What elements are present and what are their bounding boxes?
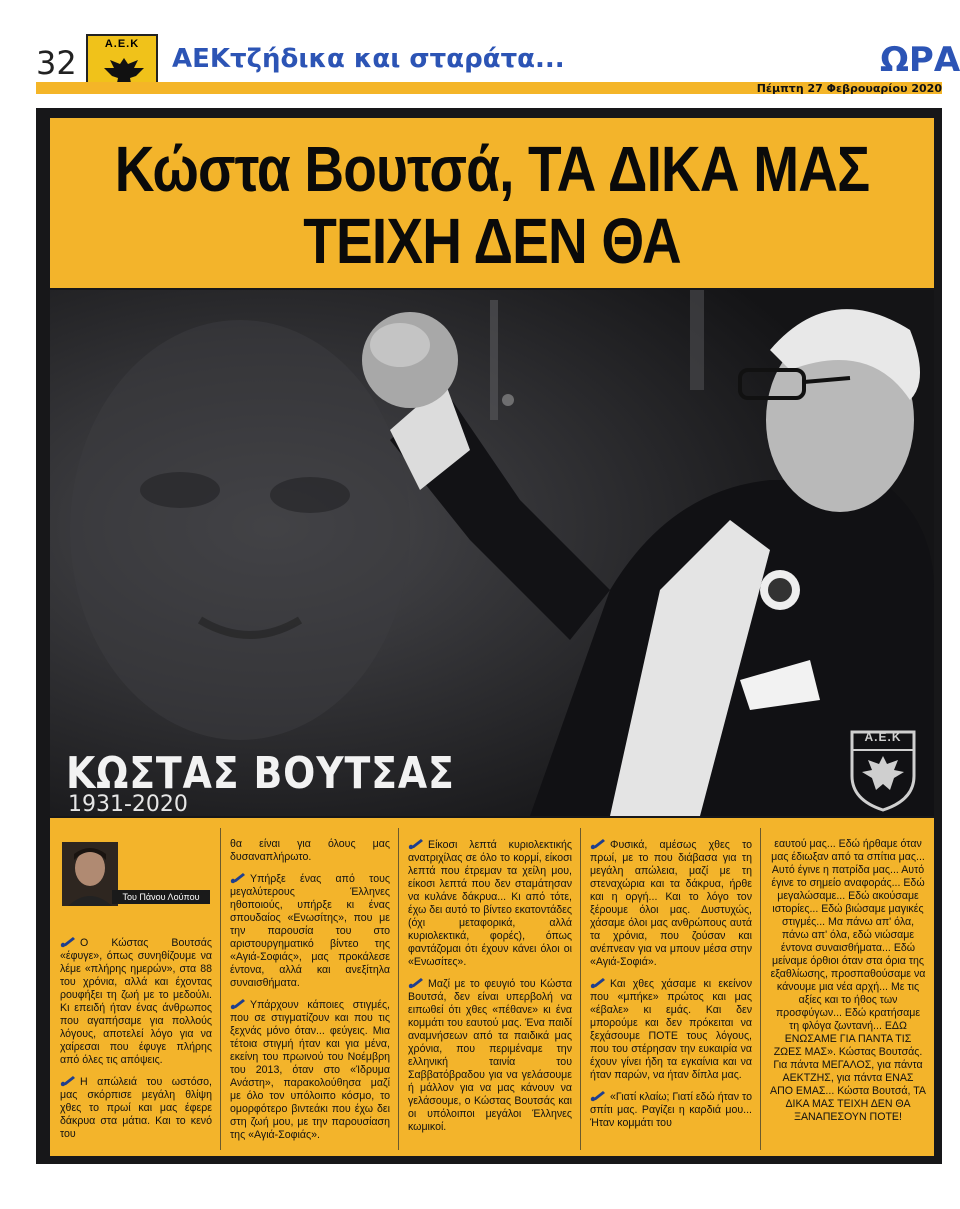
column-separator [760, 828, 761, 1150]
pen-icon [60, 1075, 76, 1087]
portrait-illustration [50, 290, 934, 816]
pen-icon [590, 1090, 606, 1102]
pen-icon [230, 872, 246, 884]
article-paragraph: Μαζί με το φευγιό του Κώστα Βουτσά, δεν είναι υπερβολή να ειπωθεί ότι χθες «πέθανε» κι ένα κομμάτι του εαυτού μας. Ένα παιδί αναμνήσεων από τα παιδικά μας χρόνια, που περιμέναμε την ελληνική ταινία του Σαββατόβραδου για να γελάσουμε ή μάλλον για να μας κάνουν να γελάσουμε, ο Κώστας Βουτσάς και οι υπόλοιποι μεγάλοι Έλληνες κωμικοί. [408, 978, 572, 1133]
article-paragraph: Είκοσι λεπτά κυριολεκτικής ανατριχίλας σε όλο το κορμί, είκοσι λεπτά που έτρεμαν τα χείλη μου, είκοσι λεπτά που δεν σταμάτησαν να κυλάνε δάκρυα... Κι από τότε, έχω δει αυτό το βίντεο εκατοντάδες (όχι μεταφορικά, αλλά κυριολεκτικά, φορές), όπως φαντάζομαι ότι έχουν κάνει όλοι οι «Ενωσίτες». [408, 839, 572, 968]
article-column-1 [60, 936, 212, 1149]
page-header [0, 0, 960, 100]
issue-date: Πέμπτη 27 Φεβρουαρίου 2020 [756, 82, 942, 95]
article-column-5 [770, 838, 926, 1132]
article-paragraph: Ο Κώστας Βουτσάς «έφυγε», όπως συνηθίζουμε να λέμε «πλήρης ημερών», στα 88 του χρόνια, αλλά και έχοντας ρουφήξει τη ζωή με το μεδούλι. Κι επειδή ήταν ένας άνθρωπος που αγαπήσαμε για πολλούς λόγους, αποτελεί λόγο για να χαίρεσαι που έφυγε πλήρης από όλες τις απόψεις. [60, 937, 212, 1066]
article-paragraph: θα είναι για όλους μας δυσαναπλήρωτο. [230, 838, 390, 863]
pen-icon [408, 838, 424, 850]
newspaper-brand: ΩΡΑ [880, 40, 960, 80]
section-title: ΑΕΚτζήδικα και σταράτα... [172, 44, 565, 74]
author-photo [62, 842, 118, 906]
article-paragraph: Και χθες χάσαμε κι εκείνον που «μπήκε» πρώτος και μας «έβαλε» κι εμάς. Και δεν μπορούμε και δεν πρόκειται να ξεχάσουμε ΠΟΤΕ τους λόγους, που του στέρησαν την ευκαιρία να έχουν γίνει ήδη τα εγκαίνια και να ήταν παρών, να ήταν δίπλα μας. [590, 978, 752, 1081]
article-column-3 [408, 838, 572, 1142]
article-paragraph: «Γιατί κλαίω; Γιατί εδώ ήταν το σπίτι μας. Ραγίζει η καρδιά μου... Ήταν κομμάτι του [590, 1091, 752, 1129]
pen-icon [230, 998, 246, 1010]
pen-icon [60, 936, 76, 948]
article-paragraph: εαυτού μας... Εδώ ήρθαμε όταν μας έδιωξαν από τα σπίτια μας... Αυτό έγινε η πατρίδα μας... Αυτό έγινε το σημείο αναφοράς... Εδώ μεγαλώσαμε... Εδώ ακούσαμε ιστορίες... Εδώ βιώσαμε μαγικές στιγμές... Μα πάνω απ' όλα, πάνω απ' όλα, εδώ νιώσαμε έντονα συναισθήματα... Εδώ μείναμε όρθιοι όταν στα όρια της εξαθλίωσης, προσπαθούσαμε να κάνουμε μια νέα αρχή... Με τις αξίες και το ήθος των προσφύγων... Εδώ κρατήσαμε τη φλόγα ζωντανή... ΕΔΩ ΕΝΩΣΑΜΕ ΓΙΑ ΠΑΝΤΑ ΤΙΣ ΖΩΕΣ ΜΑΣ». Κώστας Βουτσάς. Για πάντα ΜΕΓΑΛΟΣ, για πάντα ΑΕΚΤΖΗΣ, για πάντα ΕΝΑΣ ΑΠΟ ΕΜΑΣ... Κώστα Βουτσά, ΤΑ ΔΙΚΑ ΜΑΣ ΤΕΙΧΗ ΔΕΝ ΘΑ ΞΑΝΑΠΕΣΟΥΝ ΠΟΤΕ! [770, 838, 926, 1123]
byline: Του Πάνου Λούπου [112, 890, 210, 904]
article-paragraph: Φυσικά, αμέσως χθες το πρωί, με το που διάβασα για τη μεγάλη απώλεια, μαζί με τη στεναχώρια και τα δάκρυα, ήρθε και η οργή... Και το λόγο τον ξέρουμε όλοι μας. Δυστυχώς, χάσαμε όλοι μας ανθρώπους αυτά τα χρόνια, που ζούσαν και ανέπνεαν για να μπουν μέσα στην «Αγιά-Σοφιά». [590, 839, 752, 968]
column-separator [220, 828, 221, 1150]
subject-years: 1931-2020 [68, 792, 188, 817]
headline-line-1: Κώστα Βουτσά, ΤΑ ΔΙΚΑ ΜΑΣ [114, 133, 870, 205]
pen-icon [590, 977, 606, 989]
crest-text: Α.Ε.Κ [864, 730, 902, 744]
column-separator [398, 828, 399, 1150]
article-column-2 [230, 838, 390, 1150]
article-paragraph: Υπάρχουν κάποιες στιγμές, που σε στιγματίζουν και που τις ξεχνάς μόνο όταν... φεύγεις. Μια τέτοια στιγμή ήταν και για μένα, εκείνη του πρωινού του Νοέμβρη του 2013, όταν στο «Ίδρυμα Ανάστη», παρακολούθησα μαζί με όλο τον υπόλοιπο κόσμο, το ομορφότερο βιντεάκι που έχω δει στη ζωή μου, με την παρουσίαση της «Αγιά-Σοφιάς». [230, 999, 390, 1141]
headline-line-2: ΤΕΙΧΗ ΔΕΝ ΘΑ [303, 205, 681, 277]
author-portrait [62, 842, 118, 906]
page-number: 32 [36, 44, 77, 82]
article-column-4 [590, 838, 752, 1138]
headline-box [50, 118, 934, 288]
logo-text: Α.Ε.Κ [104, 38, 140, 50]
article-paragraph: Η απώλειά του ωστόσο, μας σκόρπισε μεγάλη θλίψη χθες το πρωί και μας έφερε δάκρυα στα μάτια. Και το κενό του [60, 1076, 212, 1140]
pen-icon [590, 838, 606, 850]
pen-icon [408, 977, 424, 989]
tribute-photo [50, 290, 934, 816]
column-separator [580, 828, 581, 1150]
article-paragraph: Υπήρξε ένας από τους μεγαλύτερους Έλληνες ηθοποιούς, υπήρξε κι ένας σπουδαίος «Ενωσίτης», που με την παρουσία του στο αριστουργηματικό βίντεο της «Αγιά-Σοφιάς», μας προκάλεσε έντονα, αλλά και ανεξίτηλα συναισθήματα. [230, 873, 390, 989]
subject-name: ΚΩΣΤΑΣ ΒΟΥΤΣΑΣ [66, 748, 455, 799]
